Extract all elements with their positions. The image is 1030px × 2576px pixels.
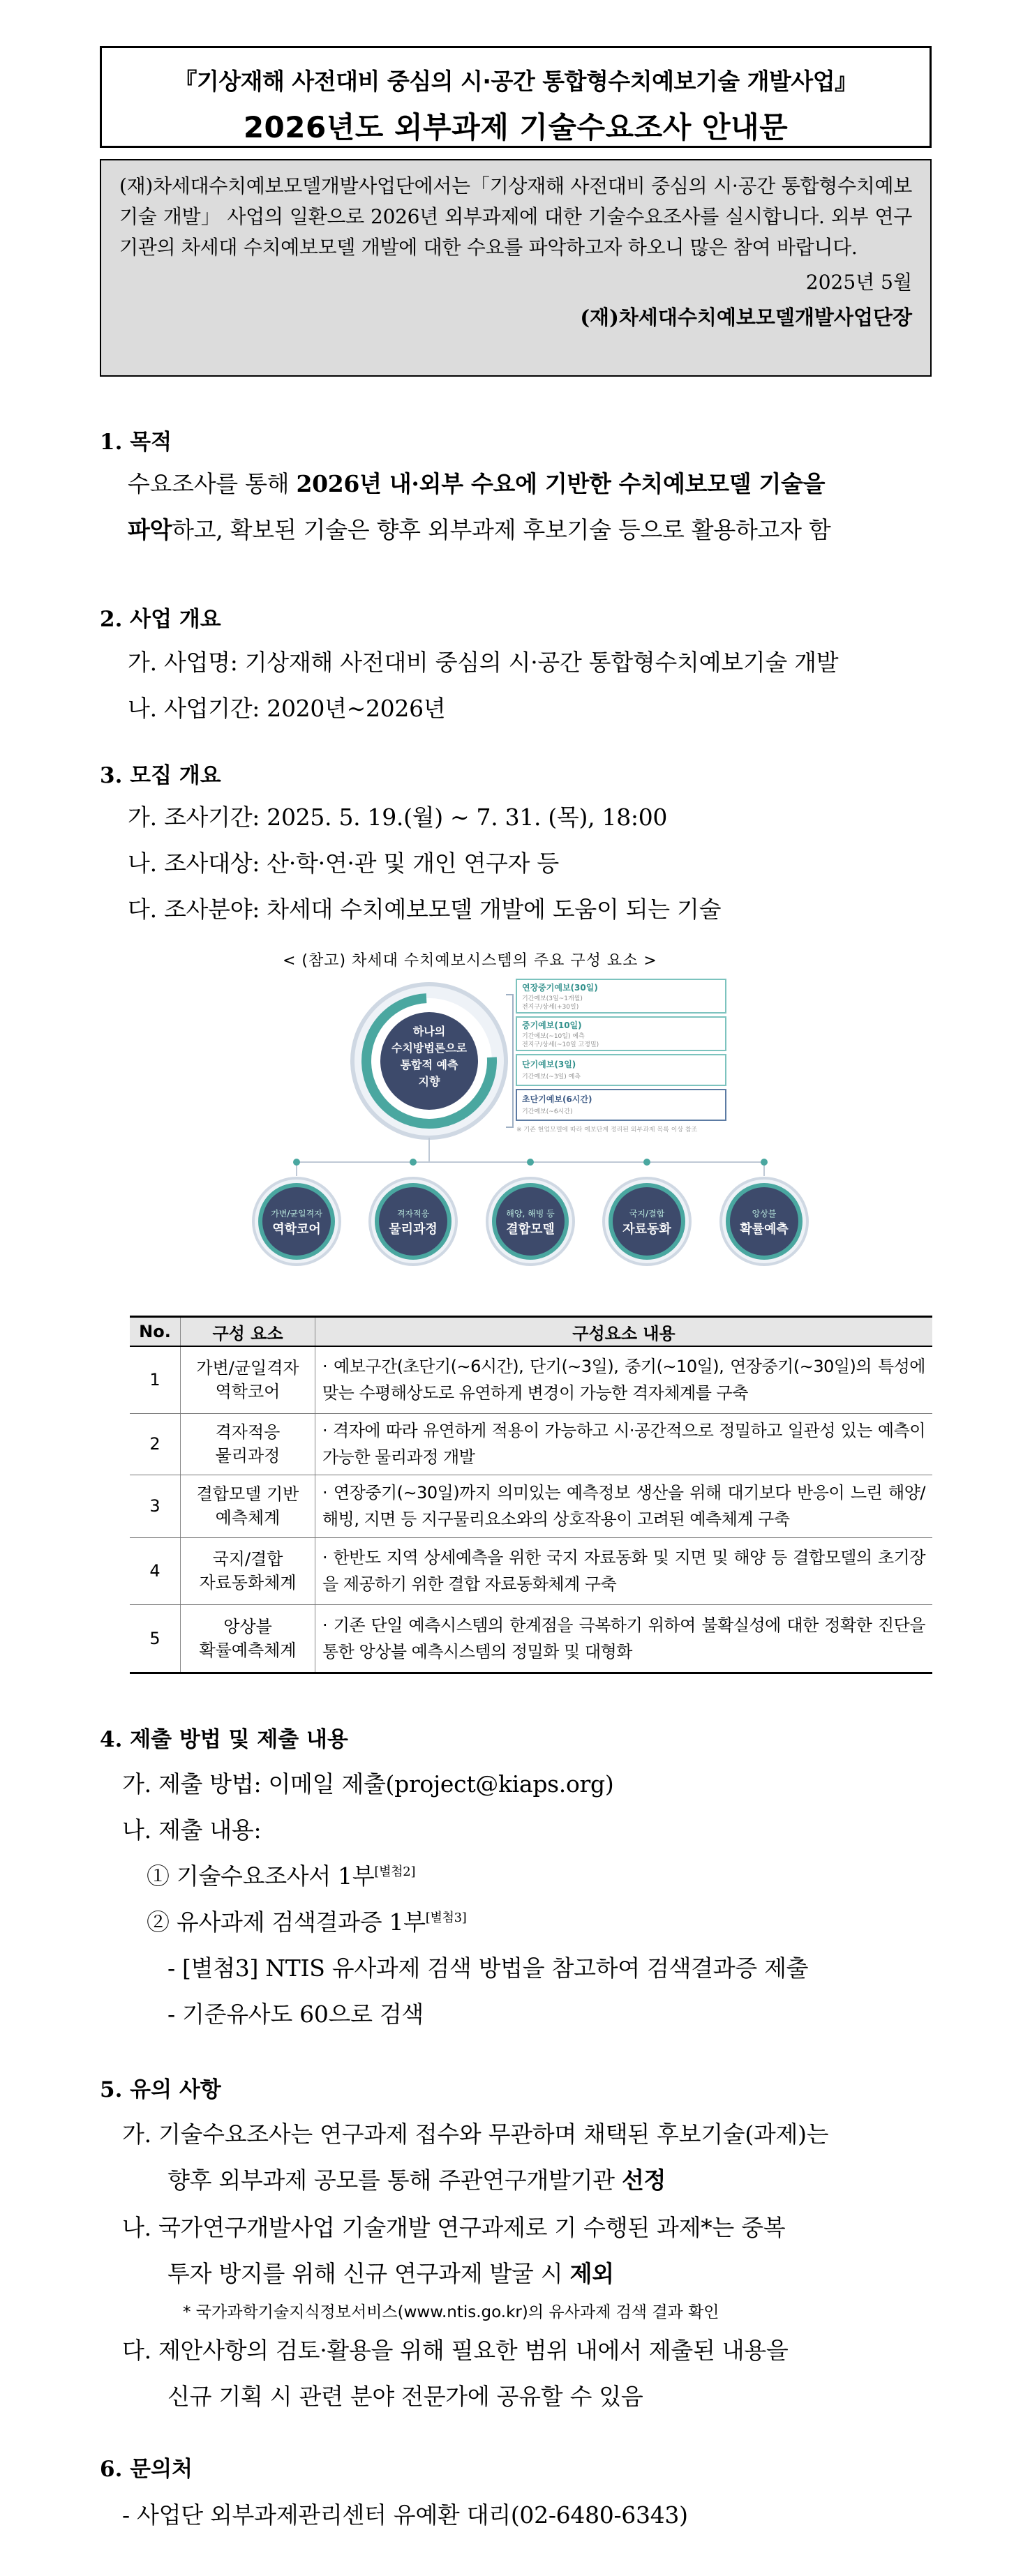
section-3-heading: 3. 모집 개요 (100, 763, 221, 788)
component-circle-2 (370, 1178, 456, 1265)
section-3-item-b: 나. 조사대상: 산·학·연·관 및 개인 연구자 등 (128, 850, 559, 877)
range-1-sub1: 기간예보(3일~1개월) (522, 995, 583, 1002)
table-header-component: 구성 요소 (181, 1317, 315, 1347)
section-4-item-a: 가. 제출 방법: 이메일 제출(project@kiaps.org) (122, 1770, 614, 1798)
range-1-sub2: 전지구/상세(+30일) (522, 1004, 579, 1011)
component-1-bottom: 역학코어 (272, 1222, 321, 1237)
table-row (130, 1475, 932, 1537)
range-4-sub1: 기간예보(~6시간) (522, 1108, 573, 1115)
section-6-heading: 6. 문의처 (100, 2457, 193, 2482)
section-6-contact: - 사업단 외부과제관리센터 유예환 대리(02-6480-6343) (122, 2501, 688, 2529)
table-cell-no: 3 (130, 1475, 181, 1537)
section-1-line-2 (128, 512, 830, 545)
table-row (130, 1413, 932, 1475)
table-cell-desc: · 기존 단일 예측시스템의 한계점을 극복하기 위하여 불확실성에 대한 정확한 진단을 통한 앙상블 예측시스템의 정밀화 및 대형화 (315, 1604, 933, 1673)
intro-org: (재)차세대수치예보모델개발사업단장 (580, 306, 912, 329)
section-1-line-1 (128, 466, 825, 499)
table-cell-name-line-1: 국지/결합 (212, 1549, 283, 1569)
table-cell-name-line-1: 앙상블 (223, 1616, 272, 1636)
section-5-item-a-line-1: 가. 기술수요조사는 연구과제 접수와 무관하며 채택된 후보기술(과제)는 (122, 2121, 829, 2148)
table-cell-name (181, 1475, 315, 1537)
table-cell-no: 4 (130, 1537, 181, 1604)
section-1-line-2-bold: 파악 (128, 516, 172, 543)
range-box-4 (516, 1090, 726, 1120)
section-5-note: * 국가과학기술지식정보서비스(www.ntis.go.kr)의 유사과제 검색 결과 확인 (183, 2303, 719, 2321)
document-title: 2026년도 외부과제 기술수요조사 안내문 (243, 110, 789, 144)
section-2-item-a: 가. 사업명: 기상재해 사전대비 중심의 시·공간 통합형수치예보기술 개발 (128, 649, 839, 676)
range-1-title: 연장중기예보(30일) (522, 983, 598, 993)
table-cell-name-line-2: 물리과정 (215, 1446, 281, 1466)
figure-caption: < (참고) 차세대 수치예보시스템의 주요 구성 요소 > (283, 952, 657, 970)
section-1-line-1-bold: 2026년 내·외부 수요에 기반한 수치예보모델 기술을 (296, 470, 826, 497)
range-4-title: 초단기예보(6시간) (522, 1094, 592, 1104)
component-circle-1 (253, 1178, 340, 1265)
component-1-top: 가변/균일격자 (271, 1209, 322, 1219)
center-line-2: 수치방법론으로 (391, 1041, 468, 1055)
system-diagram (230, 974, 816, 1274)
center-line-1: 하나의 (412, 1025, 446, 1038)
table-cell-name (181, 1346, 315, 1413)
component-4-top: 국지/결합 (629, 1209, 665, 1219)
table-cell-no: 5 (130, 1604, 181, 1673)
center-line-4: 지향 (418, 1075, 440, 1088)
section-4-dash-1: - [별첨3] NTIS 유사과제 검색 방법을 참고하여 검색결과증 제출 (167, 1954, 809, 1982)
range-note: ※ 기존 현업모델에 따라 예보단계 정리된 외부과제 목록 이상 참조 (516, 1127, 698, 1133)
component-2-bottom: 물리과정 (389, 1222, 438, 1237)
table-cell-name-line-2: 예측체계 (215, 1508, 281, 1528)
document-subtitle: 『기상재해 사전대비 중심의 시·공간 통합형수치예보기술 개발사업』 (174, 68, 858, 95)
component-table (130, 1316, 932, 1674)
section-4-heading: 4. 제출 방법 및 제출 내용 (100, 1727, 348, 1752)
section-4-sub-2-ref: [별첨3] (425, 1911, 467, 1925)
section-3-item-c: 다. 조사분야: 차세대 수치예보모델 개발에 도움이 되는 기술 (128, 896, 722, 923)
section-4-item-b: 나. 제출 내용: (122, 1816, 262, 1844)
component-5-top: 앙상블 (752, 1209, 777, 1219)
section-5-item-a-line-2-bold: 선정 (621, 2167, 666, 2194)
section-5-item-b-line-2-bold: 제외 (569, 2260, 614, 2287)
section-4-sub-1 (147, 1858, 415, 1891)
table-cell-no: 2 (130, 1413, 181, 1475)
intro-date: 2025년 5월 (805, 271, 912, 294)
table-cell-name-line-1: 가변/균일격자 (196, 1358, 299, 1378)
component-4-bottom: 자료동화 (622, 1222, 671, 1237)
range-2-sub2: 전지구/상세(~10일 고정밀) (522, 1041, 599, 1048)
table-cell-name-line-1: 격자적응 (215, 1422, 281, 1442)
section-4-sub-1-ref: [별첨2] (374, 1865, 416, 1879)
component-5-bottom: 확률예측 (740, 1222, 789, 1237)
range-3-title: 단기예보(3일) (522, 1060, 576, 1069)
intro-box (100, 159, 932, 377)
table-cell-name-line-2: 역학코어 (215, 1382, 281, 1402)
table-cell-name-line-1: 결합모델 기반 (196, 1484, 299, 1504)
table-cell-name (181, 1537, 315, 1604)
range-box-2 (516, 1017, 726, 1050)
component-circle-4 (604, 1178, 690, 1265)
section-5-item-a-line-2-plain: 향후 외부과제 공모를 통해 주관연구개발기관 (167, 2167, 622, 2194)
section-1-line-1-plain: 수요조사를 통해 (128, 470, 297, 497)
section-2-heading: 2. 사업 개요 (100, 607, 221, 632)
table-cell-name (181, 1604, 315, 1673)
intro-text: (재)차세대수치예보모델개발사업단에서는「기상재해 사전대비 중심의 시·공간 통합형수치예보기술 개발」 사업의 일환으로 2026년 외부과제에 대한 기술수요조사를 실시합니다. 외부 연구기관의 차세대 수치예보모델 개발에 대한 수요를 파악하고자 하오니 많은 참여 바랍니다. (119, 174, 912, 259)
component-circle-5 (721, 1178, 807, 1265)
range-box-3 (516, 1055, 726, 1085)
section-1-heading: 1. 목적 (100, 430, 172, 455)
section-4-sub-2 (147, 1904, 467, 1937)
table-header-content: 구성요소 내용 (315, 1317, 933, 1347)
component-circle-3 (487, 1178, 574, 1265)
component-3-top: 해양, 해빙 등 (506, 1209, 555, 1219)
table-cell-desc: · 한반도 지역 상세예측을 위한 국지 자료동화 및 지면 및 해양 등 결합모델의 초기장을 제공하기 위한 결합 자료동화체계 구축 (315, 1537, 933, 1604)
title-box (100, 46, 932, 148)
section-3-item-a: 가. 조사기간: 2025. 5. 19.(월) ∼ 7. 31. (목), 18:00 (128, 804, 668, 831)
section-1-line-2-plain: 하고, 확보된 기술은 향후 외부과제 후보기술 등으로 활용하고자 함 (172, 516, 831, 543)
table-cell-name-line-2: 자료동화체계 (199, 1573, 297, 1592)
section-4-dash-2: - 기준유사도 60으로 검색 (167, 2001, 424, 2028)
table-cell-no: 1 (130, 1346, 181, 1413)
component-2-top: 격자적응 (396, 1209, 430, 1219)
section-5-item-a-line-2 (167, 2162, 666, 2195)
table-row (130, 1346, 932, 1413)
table-header-no: No. (130, 1317, 181, 1347)
range-2-title: 중기예보(10일) (522, 1020, 582, 1030)
table-cell-desc: · 연장중기(∼30일)까지 의미있는 예측정보 생산을 위해 대기보다 반응이 느린 해양/해빙, 지면 등 지구물리요소와의 상호작용이 고려된 예측체계 구축 (315, 1475, 933, 1537)
section-2-item-b: 나. 사업기간: 2020년∼2026년 (128, 695, 446, 722)
table-cell-name (181, 1413, 315, 1475)
section-5-item-c-line-1: 다. 제안사항의 검토·활용을 위해 필요한 범위 내에서 제출된 내용을 (122, 2337, 789, 2364)
range-2-sub1: 기간예보(~10일) 예측 (522, 1033, 585, 1040)
table-cell-name-line-2: 확률예측체계 (199, 1640, 297, 1660)
table-row (130, 1537, 932, 1604)
section-4-sub-2-text: ② 유사과제 검색결과증 1부 (147, 1908, 426, 1936)
table-header-row (130, 1317, 932, 1347)
section-5-heading: 5. 유의 사항 (100, 2077, 221, 2102)
range-3-sub1: 기간예보(~3일) 예측 (522, 1074, 581, 1080)
table-cell-desc: · 격자에 따라 유연하게 적용이 가능하고 시·공간적으로 정밀하고 일관성 있는 예측이 가능한 물리과정 개발 (315, 1413, 933, 1475)
range-box-1 (516, 979, 726, 1013)
component-3-bottom: 결합모델 (506, 1222, 555, 1237)
table-cell-desc: · 예보구간(초단기(∼6시간), 단기(∼3일), 중기(∼10일), 연장중기(∼30일)의 특성에 맞는 수평해상도로 유연하게 변경이 가능한 격자체계를 구축 (315, 1346, 933, 1413)
section-5-item-b-line-1: 나. 국가연구개발사업 기술개발 연구과제로 기 수행된 과제*는 중복 (122, 2214, 786, 2241)
section-5-item-b-line-2 (167, 2256, 614, 2289)
section-5-item-c-line-2: 신규 기획 시 관련 분야 전문가에 공유할 수 있음 (167, 2383, 643, 2410)
section-4-sub-1-text: ① 기술수요조사서 1부 (147, 1862, 375, 1890)
section-5-item-b-line-2-plain: 투자 방지를 위해 신규 연구과제 발굴 시 (167, 2260, 570, 2287)
table-row (130, 1604, 932, 1673)
system-diagram-svg (230, 974, 816, 1274)
center-line-3: 통합적 예측 (400, 1058, 458, 1071)
